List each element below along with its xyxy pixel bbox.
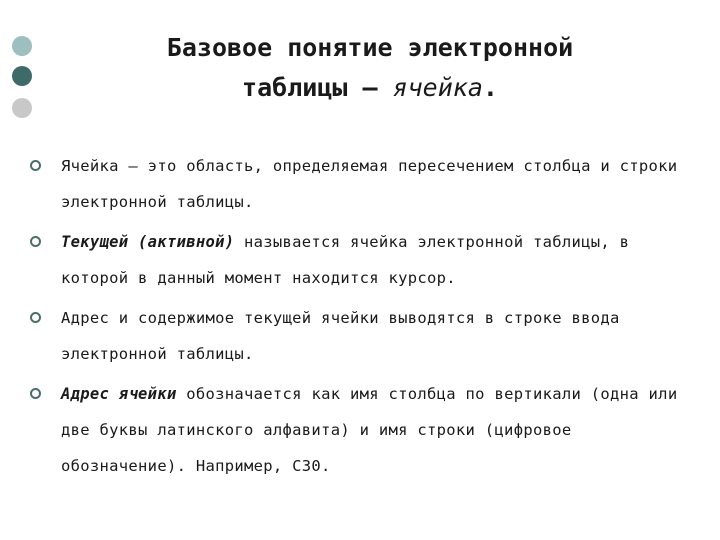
bullet-item (30, 224, 698, 296)
title-italic-term: ячейка (392, 73, 483, 102)
bullet-term: Текущей (активной) (61, 233, 235, 251)
title-line-2-prefix: таблицы – (242, 73, 393, 102)
bullet-text: Адрес и содержимое текущей ячейки выводятся в строке ввода электронной таблицы. (61, 309, 620, 363)
bullet-term: Адрес ячейки (61, 385, 177, 403)
bullet-text: Ячейка – это область, определяемая пересечением столбца и строки электронной таблицы. (61, 157, 678, 211)
bullet-text: обозначается как имя столбца по вертикали (одна или две буквы латинского алфавита) и имя строки (цифровое обозначение). Например, С30. (61, 385, 678, 475)
circle-bullet-icon (30, 160, 41, 171)
bullet-item (30, 300, 698, 372)
decorative-dot-gray (12, 98, 32, 118)
bullet-item (30, 376, 698, 484)
title-line-2-suffix: . (482, 73, 498, 102)
title-line-2 (60, 68, 680, 108)
slide-title (60, 28, 680, 108)
circle-bullet-icon (30, 236, 41, 247)
bullet-list (30, 148, 698, 488)
bullet-item (30, 148, 698, 220)
decorative-dot-light (12, 36, 32, 56)
title-line-1: Базовое понятие электронной (166, 33, 574, 62)
bullet-text: называется ячейка электронной таблицы, в которой в данный момент находится курсор. (61, 233, 630, 287)
circle-bullet-icon (30, 388, 41, 399)
decorative-dot-dark (12, 66, 32, 86)
circle-bullet-icon (30, 312, 41, 323)
